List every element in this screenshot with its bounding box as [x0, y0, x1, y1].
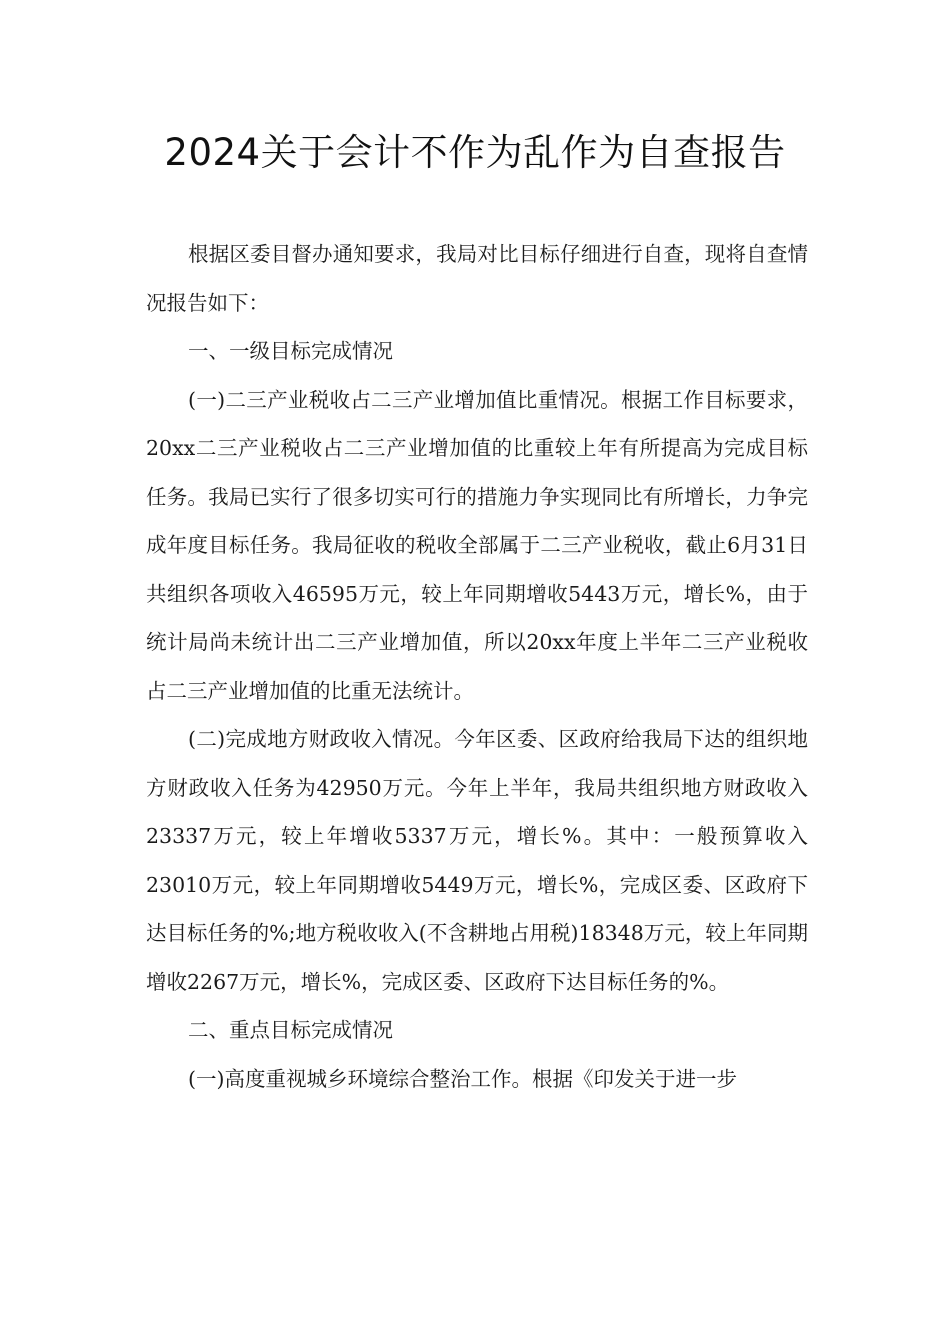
intro-paragraph: 根据区委目督办通知要求，我局对比目标仔细进行自查，现将自查情况报告如下： — [146, 242, 808, 315]
section-heading-1: 一、一级目标完成情况 — [188, 339, 393, 363]
document-title: 2024关于会计不作为乱作为自查报告 — [164, 131, 786, 174]
document-body — [146, 230, 808, 1103]
paragraph-environment: (一)高度重视城乡环境综合整治工作。根据《印发关于进一步 — [188, 1066, 737, 1091]
section-heading-2: 二、重点目标完成情况 — [188, 1018, 393, 1042]
paragraph-local-revenue: (二)完成地方财政收入情况。今年区委、区政府给我局下达的组织地方财政收入任务为42950万元。今年上半年，我局共组织地方财政收入23337万元，较上年增收5337万元，增长%。其中：一般预算收入23010万元，较上年同期增收5449万元，增长%，完成区委、区政府下达目标任务的%;地方税收收入(不含耕地占用税)18348万元，较上年同期增收2267万元，增长%，完成区委、区政府下达目标任务的%。 — [146, 727, 808, 994]
paragraph-tax-ratio: (一)二三产业税收占二三产业增加值比重情况。根据工作目标要求，20xx二三产业税收占二三产业增加值的比重较上年有所提高为完成目标任务。我局已实行了很多切实可行的措施力争实现同比有所增长，力争完成年度目标任务。我局征收的税收全部属于二三产业税收，截止6月31日共组织各项收入46595万元，较上年同期增收5443万元，增长%，由于统计局尚未统计出二三产业增加值，所以20xx年度上半年二三产业税收占二三产业增加值的比重无法统计。 — [146, 387, 808, 703]
